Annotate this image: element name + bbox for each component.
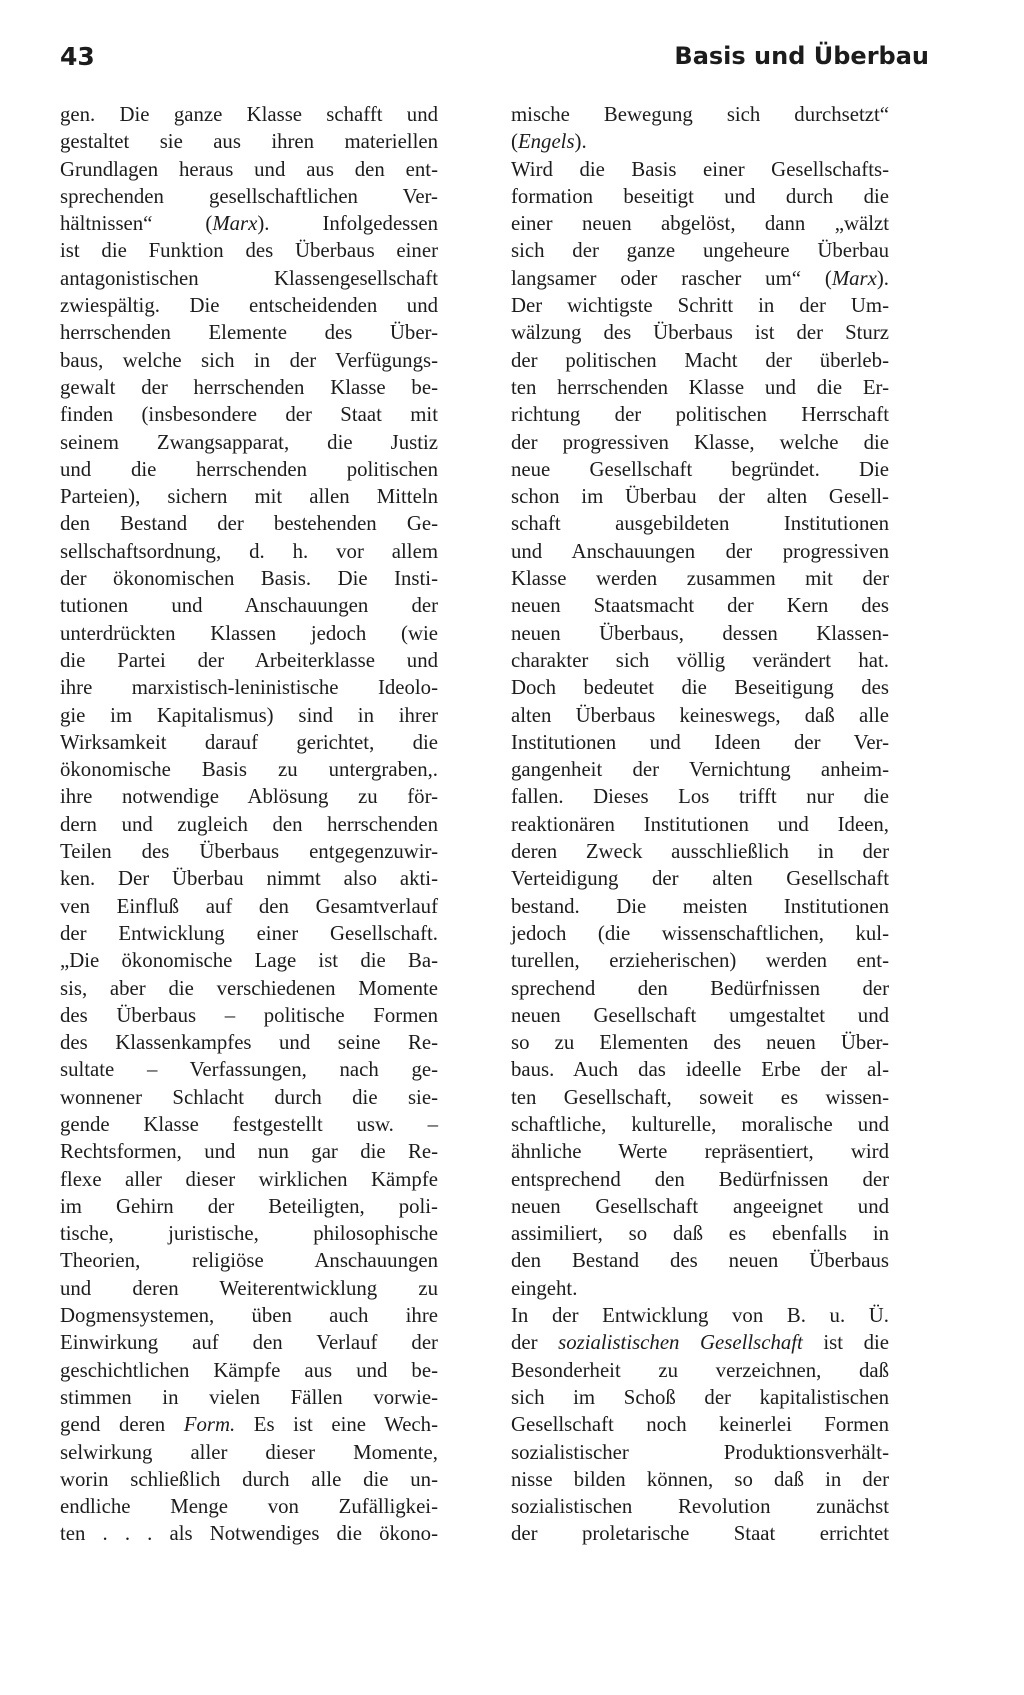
text-line: sellschaftsordnung, d. h. vor allem [60, 539, 438, 563]
text-line: und deren Weiterentwicklung zu [60, 1276, 438, 1300]
text-line: ähnliche Werte repräsentiert, wird [511, 1140, 889, 1164]
text-line: ten . . . als Notwendiges die ökono- [60, 1522, 438, 1546]
text-line: der progressiven Klasse, welche die [511, 430, 889, 454]
text-line: neue Gesellschaft begründet. Die [511, 457, 889, 481]
text-line: des Überbaus – politische Formen [60, 1003, 438, 1027]
italic-text: Form. [183, 1413, 236, 1437]
text-line: assimiliert, so daß es ebenfalls in [511, 1222, 889, 1246]
text-line: schaftliche, kulturelle, moralische und [511, 1112, 889, 1136]
text-line [60, 210, 438, 237]
text-line: Grundlagen heraus und aus den ent- [60, 157, 438, 181]
text-line: den Bestand des neuen Überbaus [511, 1249, 889, 1273]
text-line: neuen Gesellschaft umgestaltet und [511, 1003, 889, 1027]
text-line: finden (insbesondere der Staat mit [60, 403, 438, 427]
text-line: gangenheit der Vernichtung anheim- [511, 758, 889, 782]
italic-text: sozialistischen Gesellschaft [558, 1331, 803, 1355]
text-line: den Bestand der bestehenden Ge- [60, 512, 438, 536]
text-line: gende Klasse festgestellt usw. – [60, 1112, 438, 1136]
text-line: ihre notwendige Ablösung zu för- [60, 785, 438, 809]
text-line: Institutionen und Ideen der Ver- [511, 730, 889, 754]
text-line: antagonistischen Klassengesellschaft [60, 266, 438, 290]
text-line: flexe aller dieser wirklichen Kämpfe [60, 1167, 438, 1191]
text-line: und Anschauungen der progressiven [511, 539, 889, 563]
text-line: gie im Kapitalismus) sind in ihrer [60, 703, 438, 727]
text-line: selwirkung aller dieser Momente, [60, 1440, 438, 1464]
text-line: bestand. Die meisten Institutionen [511, 894, 889, 918]
italic-text: Engels [517, 130, 575, 154]
text-line: des Klassenkampfes und seine Re- [60, 1031, 438, 1055]
text-line: endliche Menge von Zufälligkei- [60, 1495, 438, 1519]
text-line: stimmen in vielen Fällen vorwie- [60, 1385, 438, 1409]
text-line: sultate – Verfassungen, nach ge- [60, 1058, 438, 1082]
text-line: eingeht. [511, 1276, 578, 1300]
text-line: sis, aber die verschiedenen Momente [60, 976, 438, 1000]
text-line: und die herrschenden politischen [60, 457, 438, 481]
text-line: Besonderheit zu verzeichnen, daß [511, 1358, 889, 1382]
page-number: 43 [60, 42, 95, 71]
text-line: ten Gesellschaft, soweit es wissen- [511, 1085, 889, 1109]
text-line: seinem Zwangsapparat, die Justiz [60, 430, 438, 454]
text-line: formation beseitigt und durch die [511, 184, 889, 208]
text-line: alten Überbaus keineswegs, daß alle [511, 703, 889, 727]
text-line: schon im Überbau der alten Gesell- [511, 485, 889, 509]
text-line: tische, juristische, philosophische [60, 1222, 438, 1246]
text-line: wälzung des Überbaus ist der Sturz [511, 321, 889, 345]
text-line: nisse bilden können, so daß in der [511, 1467, 889, 1491]
text-line: mische Bewegung sich durchsetzt“ [511, 103, 889, 126]
text-line: neuen Überbaus, dessen Klassen- [511, 621, 889, 645]
text-line: Einwirkung auf den Verlauf der [60, 1331, 438, 1355]
text-segment: ). [876, 266, 889, 290]
text-line: fallen. Dieses Los trifft nur die [511, 785, 889, 809]
text-line: baus. Auch das ideelle Erbe der al- [511, 1058, 889, 1082]
text-line: sozialistischer Produktionsverhält- [511, 1440, 889, 1464]
text-segment: ). [574, 130, 587, 154]
text-line: Der wichtigste Schritt in der Um- [511, 294, 889, 318]
text-segment: ). Infolgedessen [257, 212, 438, 236]
text-line: geschichtlichen Kämpfe aus und be- [60, 1358, 438, 1382]
text-line: sprechend den Bedürfnissen der [511, 976, 889, 1000]
text-line: deren Zweck ausschließlich in der [511, 840, 889, 864]
text-line: der proletarische Staat errichtet [511, 1522, 889, 1546]
text-line: die Partei der Arbeiterklasse und [60, 648, 438, 672]
text-line: dern und zugleich den herrschenden [60, 812, 438, 836]
text-line: herrschenden Elemente des Über- [60, 321, 438, 345]
text-line: Teilen des Überbaus entgegenzuwir- [60, 840, 438, 864]
page-header [60, 42, 929, 82]
text-line: im Gehirn der Beteiligten, poli- [60, 1194, 438, 1218]
text-line [511, 1329, 889, 1356]
text-line: sozialistischen Revolution zunächst [511, 1495, 889, 1519]
text-line: ist die Funktion des Überbaus einer [60, 239, 438, 263]
text-line: jedoch (die wissenschaftlichen, kul- [511, 921, 889, 945]
text-line: Rechtsformen, und nun gar die Re- [60, 1140, 438, 1164]
text-line: In der Entwicklung von B. u. Ü. [511, 1304, 889, 1328]
text-line: Verteidigung der alten Gesellschaft [511, 867, 889, 891]
italic-text: Marx [831, 266, 877, 290]
text-line: gestaltet sie aus ihren materiellen [60, 130, 438, 154]
text-line: Gesellschaft noch keinerlei Formen [511, 1413, 889, 1437]
left-text-column [60, 101, 438, 1548]
text-line: schaft ausgebildeten Institutionen [511, 512, 889, 536]
right-text-column [511, 101, 889, 1548]
text-line: Klasse werden zusammen mit der [511, 567, 889, 591]
text-line: baus, welche sich in der Verfügungs- [60, 348, 438, 372]
text-line: Wird die Basis einer Gesellschafts- [511, 157, 889, 181]
text-segment: langsamer oder rascher um“ ( [511, 266, 832, 290]
text-line [60, 1411, 438, 1438]
text-line: wonnener Schlacht durch die sie- [60, 1085, 438, 1109]
text-line: reaktionären Institutionen und Ideen, [511, 812, 889, 836]
text-segment: der [511, 1331, 559, 1355]
text-segment: ( [511, 130, 518, 154]
text-line: zwiespältig. Die entscheidenden und [60, 294, 438, 318]
text-line: ken. Der Überbau nimmt also akti- [60, 867, 438, 891]
text-segment: gend deren [60, 1413, 184, 1437]
text-line: gen. Die ganze Klasse schafft und [60, 103, 438, 126]
text-line: charakter sich völlig verändert hat. [511, 648, 889, 672]
text-line: ökonomische Basis zu untergraben,. [60, 758, 438, 782]
text-line: der ökonomischen Basis. Die Insti- [60, 567, 438, 591]
text-line: Wirksamkeit darauf gerichtet, die [60, 730, 438, 754]
text-line: sich im Schoß der kapitalistischen [511, 1385, 889, 1409]
text-line: gewalt der herrschenden Klasse be- [60, 375, 438, 399]
text-line: unterdrückten Klassen jedoch (wie [60, 621, 438, 645]
text-line: tutionen und Anschauungen der [60, 594, 438, 618]
text-line: Parteien), sichern mit allen Mitteln [60, 485, 438, 509]
text-line: der Entwicklung einer Gesellschaft. [60, 921, 438, 945]
text-line: Doch bedeutet die Beseitigung des [511, 676, 889, 700]
text-line: neuen Gesellschaft angeeignet und [511, 1194, 889, 1218]
text-line: turellen, erzieherischen) werden ent- [511, 949, 889, 973]
text-line: Dogmensystemen, üben auch ihre [60, 1304, 438, 1328]
text-line [511, 128, 889, 155]
text-line [511, 265, 889, 292]
running-head: Basis und Überbau [674, 42, 929, 70]
text-line: entsprechend den Bedürfnissen der [511, 1167, 889, 1191]
text-line: richtung der politischen Herrschaft [511, 403, 889, 427]
text-line: einer neuen abgelöst, dann „wälzt [511, 212, 889, 236]
text-line: Theorien, religiöse Anschauungen [60, 1249, 438, 1273]
text-segment: ist die [802, 1331, 889, 1355]
text-line: worin schließlich durch alle die un- [60, 1467, 438, 1491]
italic-text: Marx [212, 212, 258, 236]
text-line: der politischen Macht der überleb- [511, 348, 889, 372]
text-line: ihre marxistisch-leninistische Ideolo- [60, 676, 438, 700]
text-line: ten herrschenden Klasse und die Er- [511, 375, 889, 399]
text-segment: hältnissen“ ( [60, 212, 213, 236]
text-line: „Die ökonomische Lage ist die Ba- [60, 949, 438, 973]
text-line: sprechenden gesellschaftlichen Ver- [60, 184, 438, 208]
text-line: sich der ganze ungeheure Überbau [511, 239, 889, 263]
text-line: so zu Elementen des neuen Über- [511, 1031, 889, 1055]
text-line: ven Einfluß auf den Gesamtverlauf [60, 894, 438, 918]
text-segment: Es ist eine Wech- [235, 1413, 438, 1437]
text-line: neuen Staatsmacht der Kern des [511, 594, 889, 618]
